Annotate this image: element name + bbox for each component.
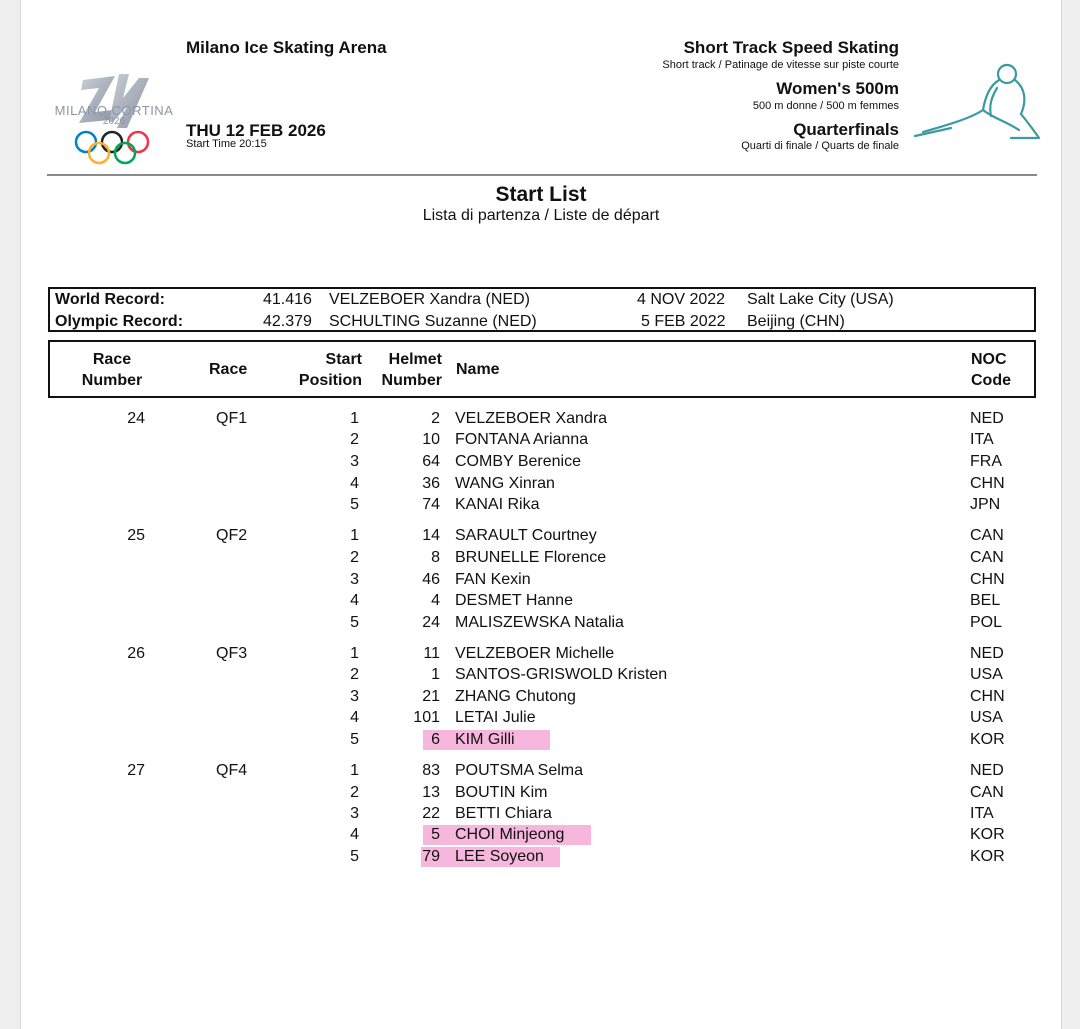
- noc-code: JPN: [970, 496, 1001, 513]
- skater-name: LETAI Julie: [455, 709, 536, 726]
- race-code: QF1: [216, 410, 248, 427]
- skater-name: COMBY Berenice: [455, 453, 581, 470]
- start-list-page: [20, 0, 1062, 1029]
- table-row: [21, 473, 1061, 494]
- skater-name: BRUNELLE Florence: [455, 549, 607, 566]
- event-title: Women's 500m: [776, 79, 899, 98]
- event-subtitle: 500 m donne / 500 m femmes: [752, 100, 899, 112]
- helmet-number: 6: [431, 731, 440, 748]
- start-position: 5: [350, 848, 359, 865]
- logo-text: MILANO CORTINA: [54, 103, 174, 118]
- table-row: [21, 590, 1061, 611]
- noc-code: CHN: [970, 475, 1005, 492]
- skater-name: KANAI Rika: [455, 496, 540, 513]
- noc-code: USA: [970, 709, 1003, 726]
- noc-code: BEL: [970, 592, 1001, 609]
- olympic-rings-icon: [74, 130, 150, 166]
- record-date: 4 NOV 2022: [637, 291, 726, 308]
- record-label: Olympic Record:: [55, 313, 184, 330]
- noc-code: CHN: [970, 571, 1005, 588]
- col-start-position: [288, 349, 362, 391]
- col-helmet-number-line1: Helmet: [388, 351, 442, 368]
- col-race: Race: [209, 361, 248, 378]
- start-time: Start Time 20:15: [186, 138, 267, 150]
- noc-code: ITA: [970, 431, 994, 448]
- start-position: 3: [350, 453, 359, 470]
- helmet-number: 101: [413, 709, 440, 726]
- noc-code: KOR: [970, 848, 1005, 865]
- table-row: [21, 643, 1061, 664]
- table-row: [21, 686, 1061, 707]
- noc-code: CAN: [970, 549, 1004, 566]
- race-code: QF3: [216, 645, 248, 662]
- col-race-number: [75, 349, 149, 391]
- col-name: Name: [456, 361, 500, 378]
- skater-name: POUTSMA Selma: [455, 762, 584, 779]
- noc-code: NED: [970, 410, 1004, 427]
- skater-name: FAN Kexin: [455, 571, 531, 588]
- helmet-number: 64: [422, 453, 440, 470]
- skater-name: ZHANG Chutong: [455, 688, 576, 705]
- col-noc-code-line1: NOC: [971, 351, 1007, 368]
- phase-subtitle: Quarti di finale / Quarts de finale: [741, 140, 899, 152]
- noc-code: NED: [970, 645, 1004, 662]
- noc-code: CAN: [970, 784, 1004, 801]
- table-row: [21, 824, 1061, 845]
- col-race-number-line2: Number: [81, 372, 143, 389]
- short-track-skater-icon: [911, 58, 1041, 148]
- col-noc-code-line2: Code: [971, 372, 1011, 389]
- noc-code: KOR: [970, 826, 1005, 843]
- noc-code: POL: [970, 614, 1003, 631]
- skater-name: BETTI Chiara: [455, 805, 552, 822]
- col-noc-code: [971, 349, 1011, 391]
- table-row: [21, 494, 1061, 515]
- table-row: [21, 569, 1061, 590]
- start-position: 3: [350, 688, 359, 705]
- race-number: 27: [127, 762, 145, 779]
- table-row: [21, 664, 1061, 685]
- start-position: 5: [350, 731, 359, 748]
- start-position: 5: [350, 496, 359, 513]
- table-row: [21, 760, 1061, 781]
- helmet-number: 2: [431, 410, 440, 427]
- records-box: [48, 287, 1036, 332]
- race-number: 26: [127, 645, 145, 662]
- col-start-position-line1: Start: [325, 351, 362, 368]
- skater-name: CHOI Minjeong: [455, 826, 565, 843]
- helmet-number: 46: [422, 571, 440, 588]
- noc-code: CAN: [970, 527, 1004, 544]
- start-position: 4: [350, 826, 359, 843]
- start-position: 5: [350, 614, 359, 631]
- table-row: [21, 547, 1061, 568]
- logo-year: 2026: [102, 116, 126, 127]
- document-title: Start List: [495, 183, 587, 206]
- record-time: 42.379: [263, 313, 312, 330]
- skater-name: FONTANA Arianna: [455, 431, 589, 448]
- helmet-number: 74: [422, 496, 440, 513]
- table-row: [21, 612, 1061, 633]
- skater-name: VELZEBOER Michelle: [455, 645, 615, 662]
- col-race-number-line1: Race: [92, 351, 132, 368]
- event-date: THU 12 FEB 2026: [186, 121, 326, 140]
- table-header: [48, 340, 1036, 398]
- document-subtitle: Lista di partenza / Liste de départ: [422, 207, 660, 224]
- helmet-number: 22: [422, 805, 440, 822]
- helmet-number: 14: [422, 527, 440, 544]
- table-row: [21, 846, 1061, 867]
- header-divider: [47, 174, 1037, 176]
- col-helmet-number: [372, 349, 442, 391]
- record-place: Beijing (CHN): [747, 313, 845, 330]
- table-row: [21, 729, 1061, 750]
- record-label: World Record:: [55, 291, 165, 308]
- helmet-number: 24: [422, 614, 440, 631]
- helmet-number: 36: [422, 475, 440, 492]
- start-position: 4: [350, 709, 359, 726]
- start-position: 1: [350, 645, 359, 662]
- skater-name: BOUTIN Kim: [455, 784, 548, 801]
- table-row: [21, 429, 1061, 450]
- helmet-number: 21: [422, 688, 440, 705]
- start-position: 3: [350, 571, 359, 588]
- noc-code: CHN: [970, 688, 1005, 705]
- table-row: [21, 451, 1061, 472]
- record-holder: VELZEBOER Xandra (NED): [329, 291, 530, 308]
- col-start-position-line2: Position: [298, 372, 362, 389]
- skater-name: LEE Soyeon: [455, 848, 544, 865]
- col-helmet-number-line2: Number: [381, 372, 442, 389]
- helmet-number: 8: [431, 549, 440, 566]
- record-place: Salt Lake City (USA): [747, 291, 894, 308]
- start-position: 1: [350, 527, 359, 544]
- noc-code: USA: [970, 666, 1003, 683]
- helmet-number: 4: [431, 592, 440, 609]
- race-number: 24: [127, 410, 145, 427]
- race-code: QF2: [216, 527, 248, 544]
- helmet-number: 1: [431, 666, 440, 683]
- noc-code: KOR: [970, 731, 1005, 748]
- venue-name: Milano Ice Skating Arena: [186, 38, 387, 57]
- table-row: [21, 408, 1061, 429]
- start-position: 2: [350, 549, 359, 566]
- start-position: 1: [350, 410, 359, 427]
- start-position: 4: [350, 592, 359, 609]
- helmet-number: 79: [422, 848, 440, 865]
- helmet-number: 10: [422, 431, 440, 448]
- sport-subtitle: Short track / Patinage de vitesse sur piste courte: [662, 59, 899, 71]
- start-position: 4: [350, 475, 359, 492]
- helmet-number: 11: [423, 645, 440, 662]
- skater-name: MALISZEWSKA Natalia: [455, 614, 624, 631]
- start-position: 3: [350, 805, 359, 822]
- start-position: 1: [350, 762, 359, 779]
- skater-name: SARAULT Courtney: [455, 527, 597, 544]
- helmet-number: 83: [422, 762, 440, 779]
- skater-name: VELZEBOER Xandra: [455, 410, 608, 427]
- helmet-number: 13: [422, 784, 440, 801]
- start-position: 2: [350, 431, 359, 448]
- noc-code: ITA: [970, 805, 994, 822]
- record-holder: SCHULTING Suzanne (NED): [329, 313, 537, 330]
- skater-name: SANTOS-GRISWOLD Kristen: [455, 666, 668, 683]
- skater-name: WANG Xinran: [455, 475, 555, 492]
- helmet-number: 5: [431, 826, 440, 843]
- noc-code: FRA: [970, 453, 1002, 470]
- skater-name: DESMET Hanne: [455, 592, 573, 609]
- start-position: 2: [350, 666, 359, 683]
- noc-code: NED: [970, 762, 1004, 779]
- table-row: [21, 707, 1061, 728]
- start-position: 2: [350, 784, 359, 801]
- record-date: 5 FEB 2022: [641, 313, 726, 330]
- race-code: QF4: [216, 762, 248, 779]
- table-row: [21, 525, 1061, 546]
- sport-title: Short Track Speed Skating: [683, 38, 899, 57]
- skater-name: KIM Gilli: [455, 731, 515, 748]
- record-time: 41.416: [263, 291, 312, 308]
- phase-title: Quarterfinals: [793, 120, 899, 139]
- table-row: [21, 803, 1061, 824]
- table-row: [21, 782, 1061, 803]
- race-number: 25: [127, 527, 145, 544]
